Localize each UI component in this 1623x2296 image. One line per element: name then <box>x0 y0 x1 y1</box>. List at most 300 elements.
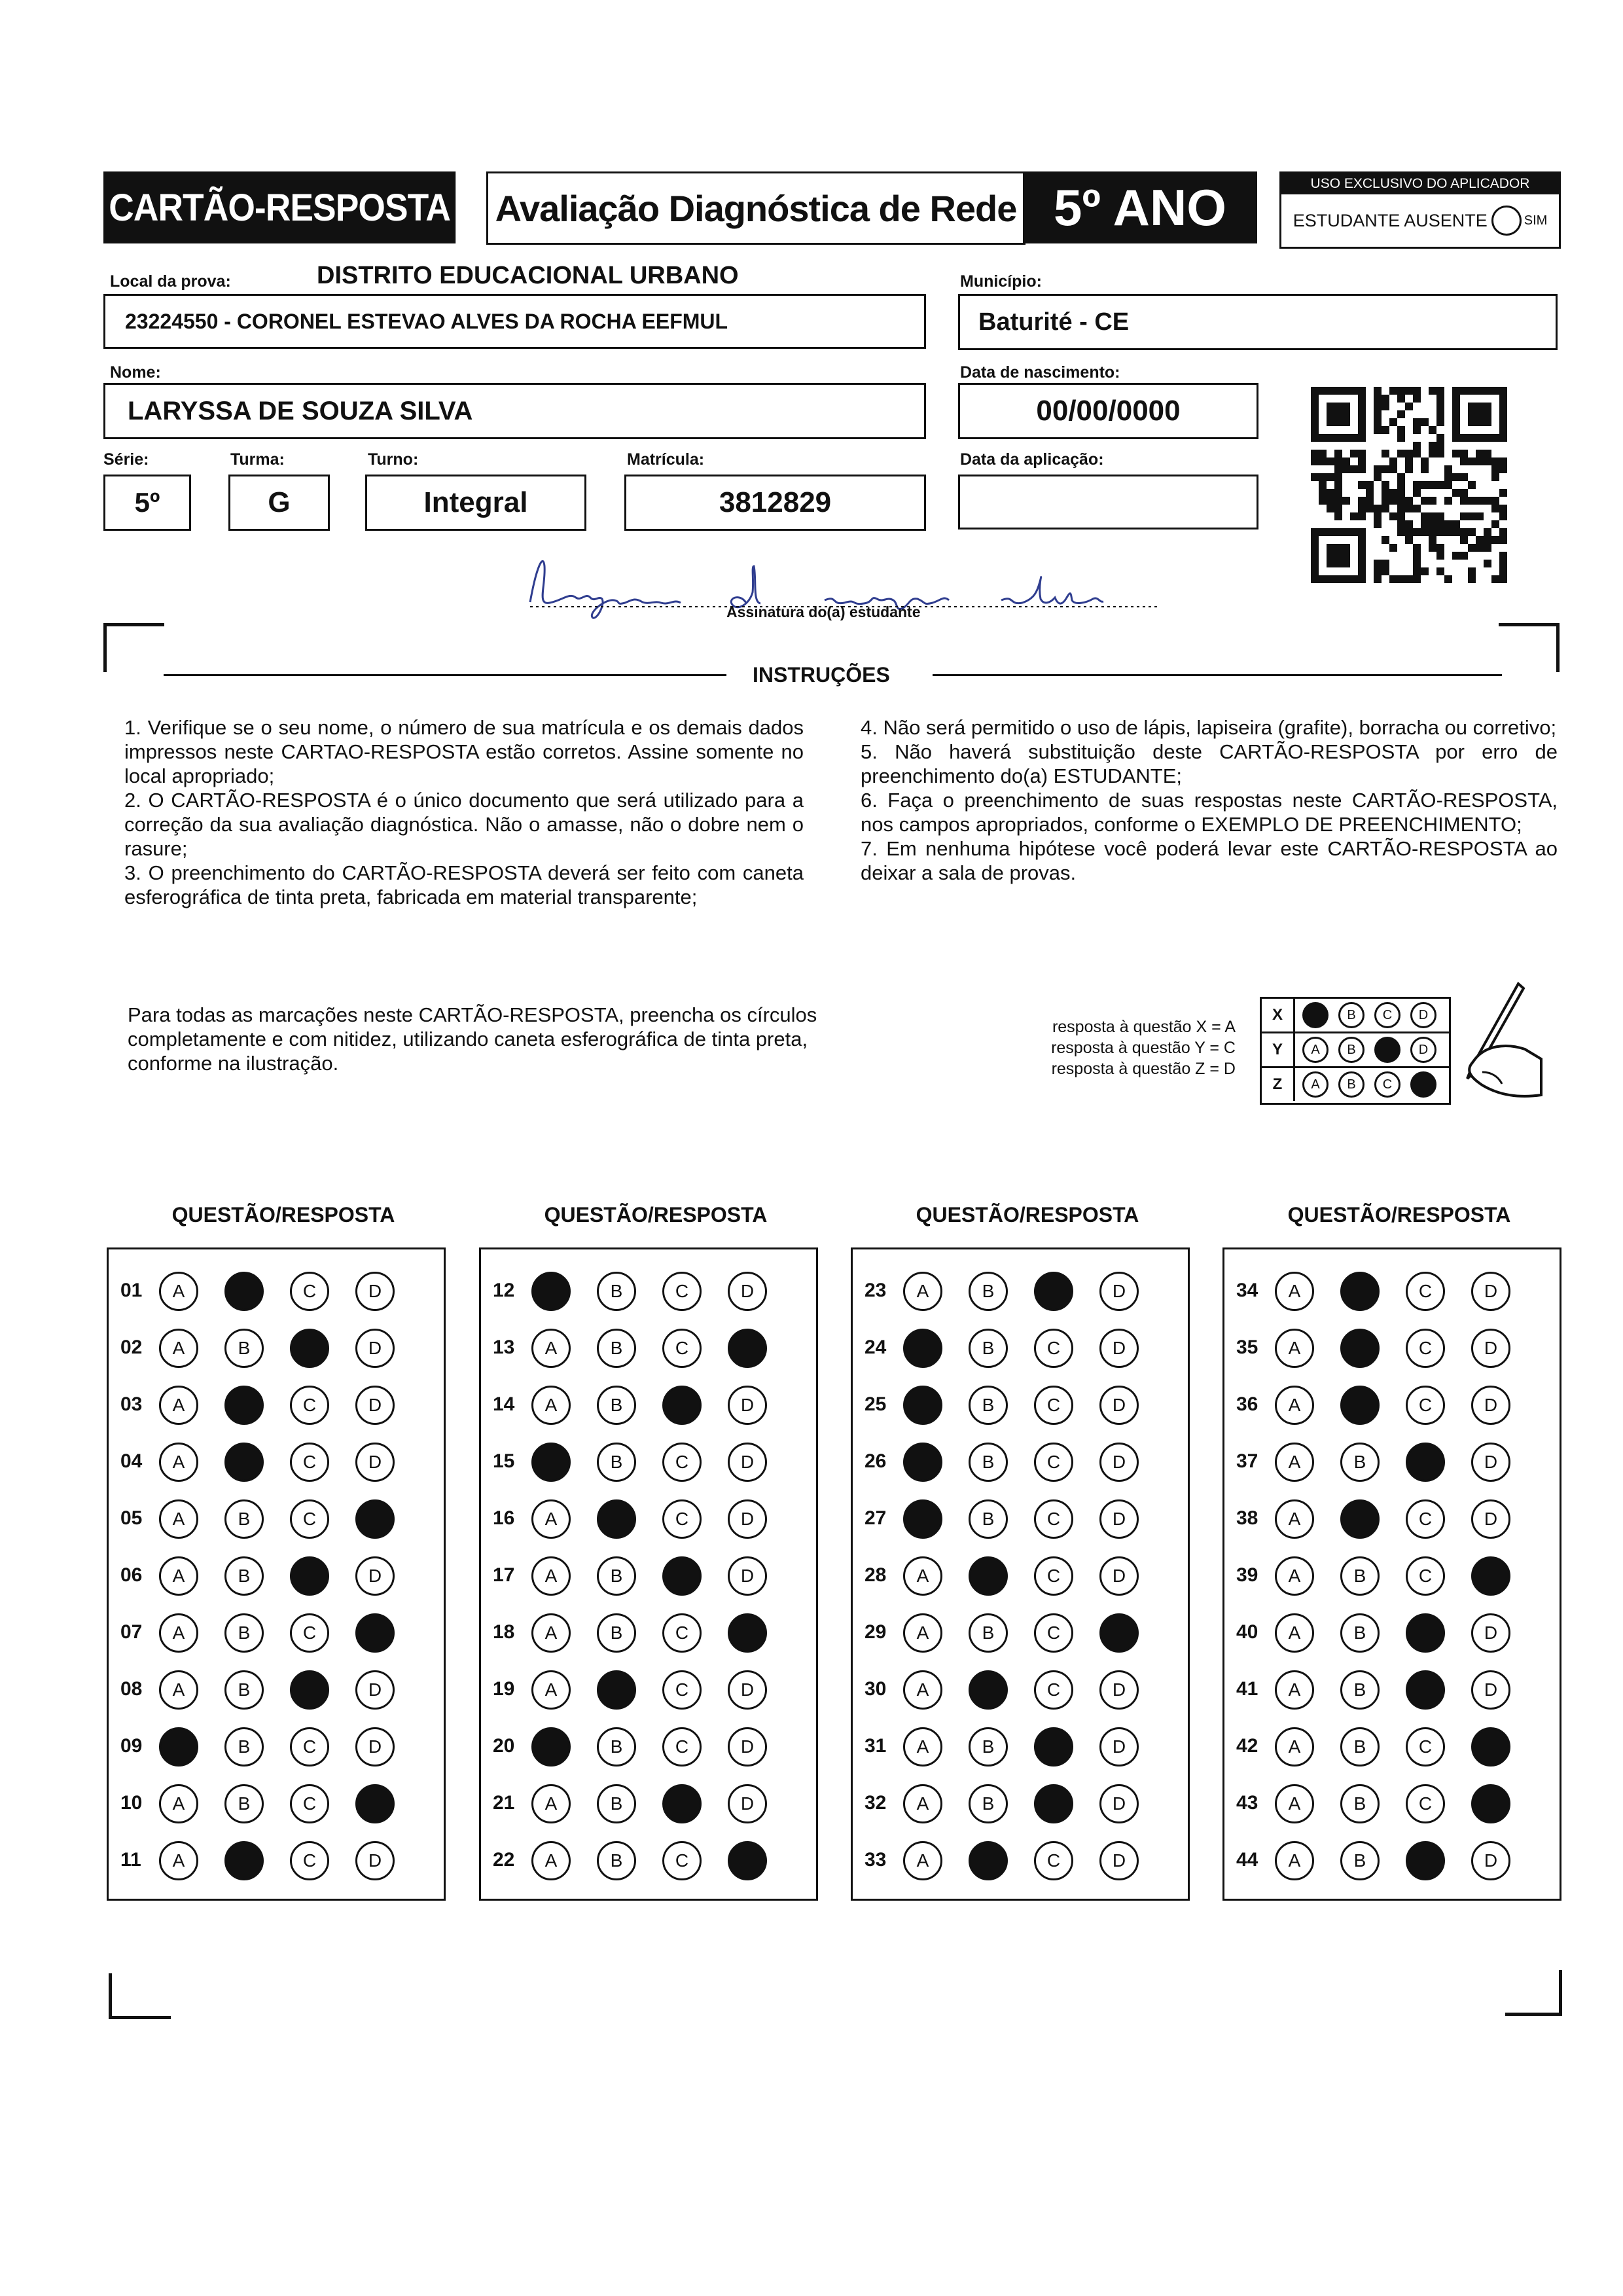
answer-bubble-a[interactable]: A <box>903 1272 942 1311</box>
answer-bubble-b[interactable] <box>224 1443 264 1482</box>
answer-bubble-c[interactable] <box>1406 1841 1445 1880</box>
answer-bubble-a[interactable]: A <box>531 1841 571 1880</box>
grid-column-title: QUESTÃO/RESPOSTA <box>1287 1203 1511 1227</box>
answer-bubble-b[interactable]: B <box>597 1386 636 1425</box>
answer-bubble-a[interactable]: A <box>903 1670 942 1710</box>
answer-bubble-b[interactable]: B <box>597 1613 636 1653</box>
question-row <box>853 1555 1188 1597</box>
answer-bubble-d[interactable]: D <box>355 1727 395 1767</box>
answer-bubble-c[interactable]: C <box>662 1841 702 1880</box>
answer-bubble-a[interactable]: A <box>1275 1841 1314 1880</box>
question-row <box>853 1327 1188 1369</box>
answer-bubble-b[interactable]: B <box>224 1556 264 1596</box>
question-row <box>109 1384 444 1426</box>
answer-bubble-a[interactable]: A <box>1275 1499 1314 1539</box>
answer-bubble-c[interactable]: C <box>290 1613 329 1653</box>
question-number: 10 <box>120 1792 143 1814</box>
absent-row <box>1281 196 1559 245</box>
question-number: 33 <box>865 1849 887 1871</box>
answer-bubble-a[interactable]: A <box>1275 1329 1314 1368</box>
answer-bubble-c[interactable] <box>290 1329 329 1368</box>
serie-label: Série: <box>103 450 149 469</box>
answer-bubble-c[interactable] <box>1406 1443 1445 1482</box>
divider-right <box>933 674 1502 676</box>
question-row <box>481 1498 816 1540</box>
answer-bubble-c[interactable]: C <box>1034 1386 1073 1425</box>
answer-bubble-d[interactable] <box>728 1841 767 1880</box>
question-row <box>109 1783 444 1825</box>
question-number: 41 <box>1236 1678 1258 1700</box>
answer-bubble-d[interactable]: D <box>355 1556 395 1596</box>
question-number: 42 <box>1236 1735 1258 1757</box>
answer-bubble-c[interactable]: C <box>1034 1556 1073 1596</box>
answer-bubble-a[interactable] <box>903 1386 942 1425</box>
instruction-item: 6. Faça o preenchimento de suas respostas neste CARTÃO-RESPOSTA, nos campos apropriados, conforme o EXEMPLO DE PREENCHIMENTO; <box>861 789 1558 836</box>
answer-bubble-a[interactable]: A <box>1275 1784 1314 1823</box>
absent-checkbox[interactable] <box>1491 206 1522 236</box>
grid-column-title: QUESTÃO/RESPOSTA <box>171 1203 395 1227</box>
answer-bubble-d[interactable]: D <box>1471 1670 1510 1710</box>
example-bubble-c <box>1374 1037 1400 1063</box>
answer-bubble-b[interactable] <box>224 1841 264 1880</box>
example-row-label: X <box>1262 999 1295 1031</box>
example-bubble-c: C <box>1374 1002 1400 1028</box>
question-row <box>853 1840 1188 1882</box>
question-number: 12 <box>493 1280 515 1301</box>
answer-bubble-b[interactable]: B <box>1340 1841 1380 1880</box>
answer-bubble-c[interactable]: C <box>662 1272 702 1311</box>
answer-bubble-d[interactable]: D <box>1471 1613 1510 1653</box>
answer-bubble-b[interactable]: B <box>224 1613 264 1653</box>
question-number: 40 <box>1236 1621 1258 1643</box>
answer-bubble-c[interactable]: C <box>662 1443 702 1482</box>
answer-bubble-b[interactable]: B <box>1340 1670 1380 1710</box>
answer-bubble-d[interactable] <box>1471 1784 1510 1823</box>
answer-bubble-c[interactable] <box>1406 1670 1445 1710</box>
question-row <box>853 1270 1188 1312</box>
answer-bubble-c[interactable]: C <box>662 1613 702 1653</box>
answer-bubble-d[interactable]: D <box>1099 1272 1139 1311</box>
escola-field: 23224550 - CORONEL ESTEVAO ALVES DA ROCHA EEFMUL <box>103 294 926 349</box>
answer-bubble-b[interactable]: B <box>1340 1556 1380 1596</box>
answer-bubble-d[interactable] <box>1471 1727 1510 1767</box>
question-number: 43 <box>1236 1792 1258 1814</box>
answer-bubble-a[interactable]: A <box>159 1386 198 1425</box>
answer-bubble-d[interactable] <box>355 1613 395 1653</box>
answer-bubble-d[interactable]: D <box>1099 1443 1139 1482</box>
marking-note: Para todas as marcações neste CARTÃO-RESPOSTA, preencha os círculos completamente e com nitidez, utilizando caneta esferográfica de tinta preta, conforme na ilustração. <box>128 1003 817 1075</box>
answer-bubble-b[interactable]: B <box>224 1499 264 1539</box>
answer-bubble-c[interactable] <box>662 1556 702 1596</box>
question-number: 14 <box>493 1393 515 1415</box>
absent-label: ESTUDANTE AUSENTE <box>1293 210 1488 230</box>
answer-bubble-c[interactable]: C <box>1406 1386 1445 1425</box>
hand-pen-icon <box>1420 980 1544 1111</box>
answer-bubble-d[interactable]: D <box>1099 1670 1139 1710</box>
question-row <box>1224 1726 1560 1768</box>
answer-bubble-b[interactable]: B <box>597 1784 636 1823</box>
question-row <box>109 1669 444 1711</box>
answer-bubble-a[interactable]: A <box>159 1670 198 1710</box>
question-row <box>1224 1384 1560 1426</box>
question-number: 01 <box>120 1280 143 1301</box>
question-number: 37 <box>1236 1450 1258 1472</box>
question-row <box>481 1612 816 1654</box>
corner-mark-bottom-left <box>109 1973 171 2019</box>
answer-bubble-b[interactable]: B <box>597 1556 636 1596</box>
example-lines <box>1023 1016 1236 1079</box>
answer-bubble-a[interactable]: A <box>1275 1727 1314 1767</box>
answer-bubble-a[interactable] <box>531 1443 571 1482</box>
instructions-title: INSTRUÇÕES <box>753 663 890 687</box>
answer-bubble-d[interactable]: D <box>355 1272 395 1311</box>
question-row <box>1224 1612 1560 1654</box>
answer-bubble-d[interactable]: D <box>1471 1499 1510 1539</box>
answer-bubble-b[interactable]: B <box>597 1272 636 1311</box>
question-row <box>109 1327 444 1369</box>
question-number: 36 <box>1236 1393 1258 1415</box>
answer-bubble-a[interactable]: A <box>531 1613 571 1653</box>
question-number: 32 <box>865 1792 887 1814</box>
answer-bubble-c[interactable]: C <box>662 1670 702 1710</box>
answer-bubble-c[interactable]: C <box>662 1727 702 1767</box>
answer-bubble-a[interactable]: A <box>159 1556 198 1596</box>
answer-bubble-c[interactable]: C <box>290 1727 329 1767</box>
answer-bubble-b[interactable]: B <box>597 1329 636 1368</box>
example-line: resposta à questão Z = D <box>1051 1060 1236 1078</box>
answer-bubble-c[interactable]: C <box>1034 1670 1073 1710</box>
answer-bubble-c[interactable]: C <box>1406 1556 1445 1596</box>
corner-mark-top-left <box>103 623 164 672</box>
answer-bubble-d[interactable] <box>1099 1613 1139 1653</box>
answer-bubble-c[interactable] <box>662 1386 702 1425</box>
answer-bubble-a[interactable]: A <box>1275 1443 1314 1482</box>
answer-bubble-b[interactable]: B <box>969 1329 1008 1368</box>
nascimento-field: 00/00/0000 <box>958 383 1258 439</box>
answer-bubble-b[interactable]: B <box>597 1443 636 1482</box>
question-row <box>1224 1840 1560 1882</box>
answer-bubble-a[interactable] <box>531 1727 571 1767</box>
answer-bubble-a[interactable]: A <box>159 1272 198 1311</box>
answer-bubble-d[interactable]: D <box>1099 1556 1139 1596</box>
answer-bubble-d[interactable]: D <box>728 1272 767 1311</box>
answer-bubble-b[interactable]: B <box>224 1329 264 1368</box>
answer-bubble-b[interactable] <box>1340 1499 1380 1539</box>
answer-bubble-b[interactable]: B <box>224 1670 264 1710</box>
question-number: 23 <box>865 1280 887 1301</box>
answer-bubble-b[interactable]: B <box>597 1841 636 1880</box>
answer-bubble-d[interactable]: D <box>1099 1386 1139 1425</box>
answer-bubble-d[interactable] <box>355 1499 395 1539</box>
signature-label: Assinatura do(a) estudante <box>726 603 921 620</box>
answer-bubble-c[interactable]: C <box>290 1841 329 1880</box>
answer-bubble-b[interactable]: B <box>969 1499 1008 1539</box>
distrito-text: DISTRITO EDUCACIONAL URBANO <box>317 262 739 289</box>
question-row <box>1224 1783 1560 1825</box>
answer-bubble-d[interactable]: D <box>1471 1329 1510 1368</box>
question-row <box>109 1498 444 1540</box>
answer-bubble-b[interactable]: B <box>1340 1784 1380 1823</box>
answer-bubble-c[interactable]: C <box>1034 1443 1073 1482</box>
answer-bubble-c[interactable] <box>1034 1727 1073 1767</box>
answer-bubble-c[interactable]: C <box>1034 1499 1073 1539</box>
question-row <box>481 1270 816 1312</box>
answer-bubble-a[interactable]: A <box>159 1329 198 1368</box>
example-bubble-d: D <box>1410 1002 1436 1028</box>
local-label: Local da prova: <box>110 272 231 291</box>
answer-bubble-c[interactable] <box>1034 1272 1073 1311</box>
answer-bubble-b[interactable]: B <box>1340 1443 1380 1482</box>
answer-bubble-d[interactable]: D <box>728 1727 767 1767</box>
answer-bubble-d[interactable]: D <box>1099 1841 1139 1880</box>
answer-bubble-c[interactable] <box>290 1670 329 1710</box>
answer-bubble-d[interactable]: D <box>1099 1727 1139 1767</box>
matricula-label: Matrícula: <box>627 450 705 469</box>
answer-bubble-c[interactable]: C <box>290 1386 329 1425</box>
answer-bubble-a[interactable]: A <box>159 1613 198 1653</box>
example-bubble-d: D <box>1410 1037 1436 1063</box>
answer-bubble-a[interactable]: A <box>1275 1386 1314 1425</box>
question-number: 08 <box>120 1678 143 1700</box>
question-row <box>481 1327 816 1369</box>
question-number: 11 <box>120 1849 141 1871</box>
answer-bubble-d[interactable]: D <box>728 1443 767 1482</box>
answer-bubble-d[interactable] <box>1471 1556 1510 1596</box>
answer-bubble-c[interactable]: C <box>1034 1329 1073 1368</box>
answer-bubble-a[interactable]: A <box>531 1670 571 1710</box>
answer-bubble-d[interactable]: D <box>1099 1499 1139 1539</box>
answer-bubble-a[interactable]: A <box>159 1784 198 1823</box>
example-row-label: Z <box>1262 1068 1295 1101</box>
question-row <box>481 1783 816 1825</box>
answer-bubble-c[interactable]: C <box>1406 1727 1445 1767</box>
answer-bubble-d[interactable]: D <box>1471 1841 1510 1880</box>
answer-bubble-d[interactable]: D <box>355 1841 395 1880</box>
answer-bubble-b[interactable] <box>1340 1386 1380 1425</box>
answer-bubble-c[interactable] <box>1034 1784 1073 1823</box>
instruction-item: 7. Em nenhuma hipótese você poderá levar este CARTÃO-RESPOSTA ao deixar a sala de provas. <box>861 837 1558 884</box>
question-row <box>1224 1498 1560 1540</box>
answer-bubble-d[interactable]: D <box>728 1386 767 1425</box>
answer-bubble-a[interactable]: A <box>1275 1272 1314 1311</box>
answer-bubble-a[interactable]: A <box>903 1556 942 1596</box>
question-number: 28 <box>865 1564 887 1586</box>
divider-left <box>164 674 726 676</box>
question-number: 20 <box>493 1735 515 1757</box>
answer-bubble-d[interactable]: D <box>1471 1443 1510 1482</box>
question-number: 30 <box>865 1678 887 1700</box>
question-row <box>109 1555 444 1597</box>
instruction-item: 2. O CARTÃO-RESPOSTA é o único documento que será utilizado para a correção da sua avaliação diagnóstica. Não o amasse, não o dobre nem o rasure; <box>124 789 804 860</box>
question-number: 25 <box>865 1393 887 1415</box>
answer-bubble-b[interactable] <box>969 1670 1008 1710</box>
matricula-field: 3812829 <box>624 475 926 531</box>
answer-bubble-a[interactable]: A <box>1275 1670 1314 1710</box>
answer-bubble-b[interactable]: B <box>969 1272 1008 1311</box>
answer-bubble-b[interactable]: B <box>969 1727 1008 1767</box>
answer-bubble-a[interactable] <box>159 1727 198 1767</box>
corner-mark-bottom-right <box>1505 1970 1562 2016</box>
answer-bubble-a[interactable]: A <box>159 1499 198 1539</box>
answer-bubble-d[interactable] <box>355 1784 395 1823</box>
answer-bubble-a[interactable]: A <box>531 1784 571 1823</box>
answer-bubble-c[interactable]: C <box>290 1443 329 1482</box>
answer-bubble-c[interactable]: C <box>1406 1329 1445 1368</box>
answer-bubble-a[interactable]: A <box>531 1386 571 1425</box>
answer-bubble-d[interactable]: D <box>728 1556 767 1596</box>
municipio-label: Município: <box>960 272 1042 291</box>
answer-bubble-b[interactable]: B <box>1340 1727 1380 1767</box>
answer-bubble-a[interactable]: A <box>903 1613 942 1653</box>
answer-bubble-b[interactable]: B <box>969 1386 1008 1425</box>
answer-bubble-d[interactable]: D <box>1099 1784 1139 1823</box>
answer-column-box <box>1222 1247 1561 1901</box>
instruction-item: 1. Verifique se o seu nome, o número de sua matrícula e os demais dados impressos neste CARTAO-RESPOSTA estão corretos. Assine somente no local apropriado; <box>124 716 804 787</box>
example-bubble-b: B <box>1338 1071 1364 1098</box>
answer-bubble-d[interactable]: D <box>1471 1272 1510 1311</box>
answer-bubble-b[interactable] <box>224 1272 264 1311</box>
answer-bubble-c[interactable] <box>1406 1613 1445 1653</box>
answer-bubble-a[interactable]: A <box>1275 1556 1314 1596</box>
answer-bubble-c[interactable] <box>662 1784 702 1823</box>
answer-bubble-b[interactable]: B <box>969 1784 1008 1823</box>
answer-bubble-c[interactable]: C <box>290 1499 329 1539</box>
answer-bubble-d[interactable] <box>728 1329 767 1368</box>
answer-bubble-b[interactable] <box>597 1670 636 1710</box>
question-number: 38 <box>1236 1507 1258 1529</box>
answer-bubble-b[interactable]: B <box>224 1727 264 1767</box>
answer-bubble-c[interactable]: C <box>1034 1841 1073 1880</box>
question-number: 26 <box>865 1450 887 1472</box>
question-number: 21 <box>493 1792 515 1814</box>
grid-column-title: QUESTÃO/RESPOSTA <box>916 1203 1139 1227</box>
question-number: 18 <box>493 1621 515 1643</box>
answer-bubble-c[interactable]: C <box>1406 1499 1445 1539</box>
question-number: 22 <box>493 1849 515 1871</box>
answer-bubble-c[interactable]: C <box>290 1272 329 1311</box>
question-row <box>481 1555 816 1597</box>
answer-bubble-a[interactable] <box>903 1443 942 1482</box>
aplicador-box <box>1279 171 1561 249</box>
question-number: 44 <box>1236 1849 1258 1871</box>
answer-bubble-b[interactable] <box>224 1386 264 1425</box>
answer-bubble-b[interactable]: B <box>597 1727 636 1767</box>
answer-bubble-b[interactable]: B <box>1340 1613 1380 1653</box>
municipio-field: Baturité - CE <box>958 294 1558 350</box>
example-bubble-c: C <box>1374 1071 1400 1098</box>
example-row-label: Y <box>1262 1033 1295 1066</box>
instruction-item: 3. O preenchimento do CARTÃO-RESPOSTA deverá ser feito com caneta esferográfica de tinta preta, fabricada em material transparente; <box>124 861 804 908</box>
question-row <box>109 1726 444 1768</box>
example-bubble-b: B <box>1338 1037 1364 1063</box>
answer-bubble-a[interactable]: A <box>531 1329 571 1368</box>
answer-bubble-a[interactable]: A <box>159 1443 198 1482</box>
answer-column-box <box>479 1247 818 1901</box>
answer-bubble-b[interactable] <box>969 1556 1008 1596</box>
answer-bubble-c[interactable]: C <box>662 1499 702 1539</box>
answer-bubble-a[interactable] <box>531 1272 571 1311</box>
answer-bubble-d[interactable]: D <box>355 1670 395 1710</box>
answer-bubble-a[interactable] <box>903 1499 942 1539</box>
question-number: 17 <box>493 1564 515 1586</box>
answer-bubble-b[interactable] <box>1340 1329 1380 1368</box>
answer-bubble-a[interactable]: A <box>903 1727 942 1767</box>
question-number: 15 <box>493 1450 515 1472</box>
answer-bubble-b[interactable]: B <box>224 1784 264 1823</box>
answer-bubble-c[interactable]: C <box>1034 1613 1073 1653</box>
answer-bubble-d[interactable]: D <box>1099 1329 1139 1368</box>
answer-bubble-d[interactable]: D <box>355 1329 395 1368</box>
example-bubble-a <box>1302 1002 1329 1028</box>
qr-code <box>1311 386 1507 584</box>
example-bubble-a: A <box>1302 1071 1329 1098</box>
answer-column-box <box>851 1247 1190 1901</box>
turno-label: Turno: <box>368 450 419 469</box>
answer-bubble-b[interactable]: B <box>969 1613 1008 1653</box>
answer-column-box <box>107 1247 446 1901</box>
answer-bubble-a[interactable]: A <box>159 1841 198 1880</box>
question-number: 02 <box>120 1336 143 1358</box>
answer-bubble-c[interactable]: C <box>290 1784 329 1823</box>
question-number: 03 <box>120 1393 143 1415</box>
question-row <box>109 1441 444 1483</box>
answer-bubble-a[interactable]: A <box>531 1556 571 1596</box>
answer-bubble-d[interactable] <box>728 1613 767 1653</box>
question-number: 39 <box>1236 1564 1258 1586</box>
instructions-left <box>124 715 804 909</box>
question-number: 24 <box>865 1336 887 1358</box>
answer-bubble-b[interactable] <box>597 1499 636 1539</box>
nome-field: LARYSSA DE SOUZA SILVA <box>103 383 926 439</box>
answer-bubble-d[interactable]: D <box>728 1499 767 1539</box>
answer-bubble-c[interactable]: C <box>1406 1784 1445 1823</box>
answer-bubble-d[interactable]: D <box>728 1784 767 1823</box>
answer-bubble-c[interactable] <box>290 1556 329 1596</box>
grid-column-title: QUESTÃO/RESPOSTA <box>544 1203 768 1227</box>
answer-bubble-d[interactable]: D <box>728 1670 767 1710</box>
card-title: CARTÃO-RESPOSTA <box>103 171 455 243</box>
nome-label: Nome: <box>110 363 161 382</box>
answer-bubble-a[interactable] <box>903 1329 942 1368</box>
question-number: 16 <box>493 1507 515 1529</box>
answer-bubble-a[interactable]: A <box>903 1841 942 1880</box>
answer-bubble-d[interactable]: D <box>355 1443 395 1482</box>
example-line: resposta à questão Y = C <box>1051 1039 1236 1057</box>
question-row <box>481 1840 816 1882</box>
answer-bubble-a[interactable]: A <box>531 1499 571 1539</box>
answer-bubble-c[interactable]: C <box>1406 1272 1445 1311</box>
question-row <box>109 1612 444 1654</box>
question-row <box>481 1669 816 1711</box>
answer-bubble-a[interactable]: A <box>1275 1613 1314 1653</box>
answer-bubble-b[interactable] <box>969 1841 1008 1880</box>
question-row <box>1224 1270 1560 1312</box>
answer-bubble-d[interactable]: D <box>355 1386 395 1425</box>
instruction-item: 4. Não será permitido o uso de lápis, lapiseira (grafite), borracha ou corretivo; <box>861 716 1557 739</box>
example-line: resposta à questão X = A <box>1052 1018 1236 1036</box>
answer-bubble-a[interactable]: A <box>903 1784 942 1823</box>
answer-bubble-b[interactable]: B <box>969 1443 1008 1482</box>
question-number: 05 <box>120 1507 143 1529</box>
example-bubble-a: A <box>1302 1037 1329 1063</box>
answer-bubble-c[interactable]: C <box>662 1329 702 1368</box>
question-row <box>1224 1555 1560 1597</box>
question-number: 04 <box>120 1450 143 1472</box>
answer-bubble-b[interactable] <box>1340 1272 1380 1311</box>
instructions-right <box>861 715 1558 885</box>
question-number: 06 <box>120 1564 143 1586</box>
answer-bubble-d[interactable]: D <box>1471 1386 1510 1425</box>
